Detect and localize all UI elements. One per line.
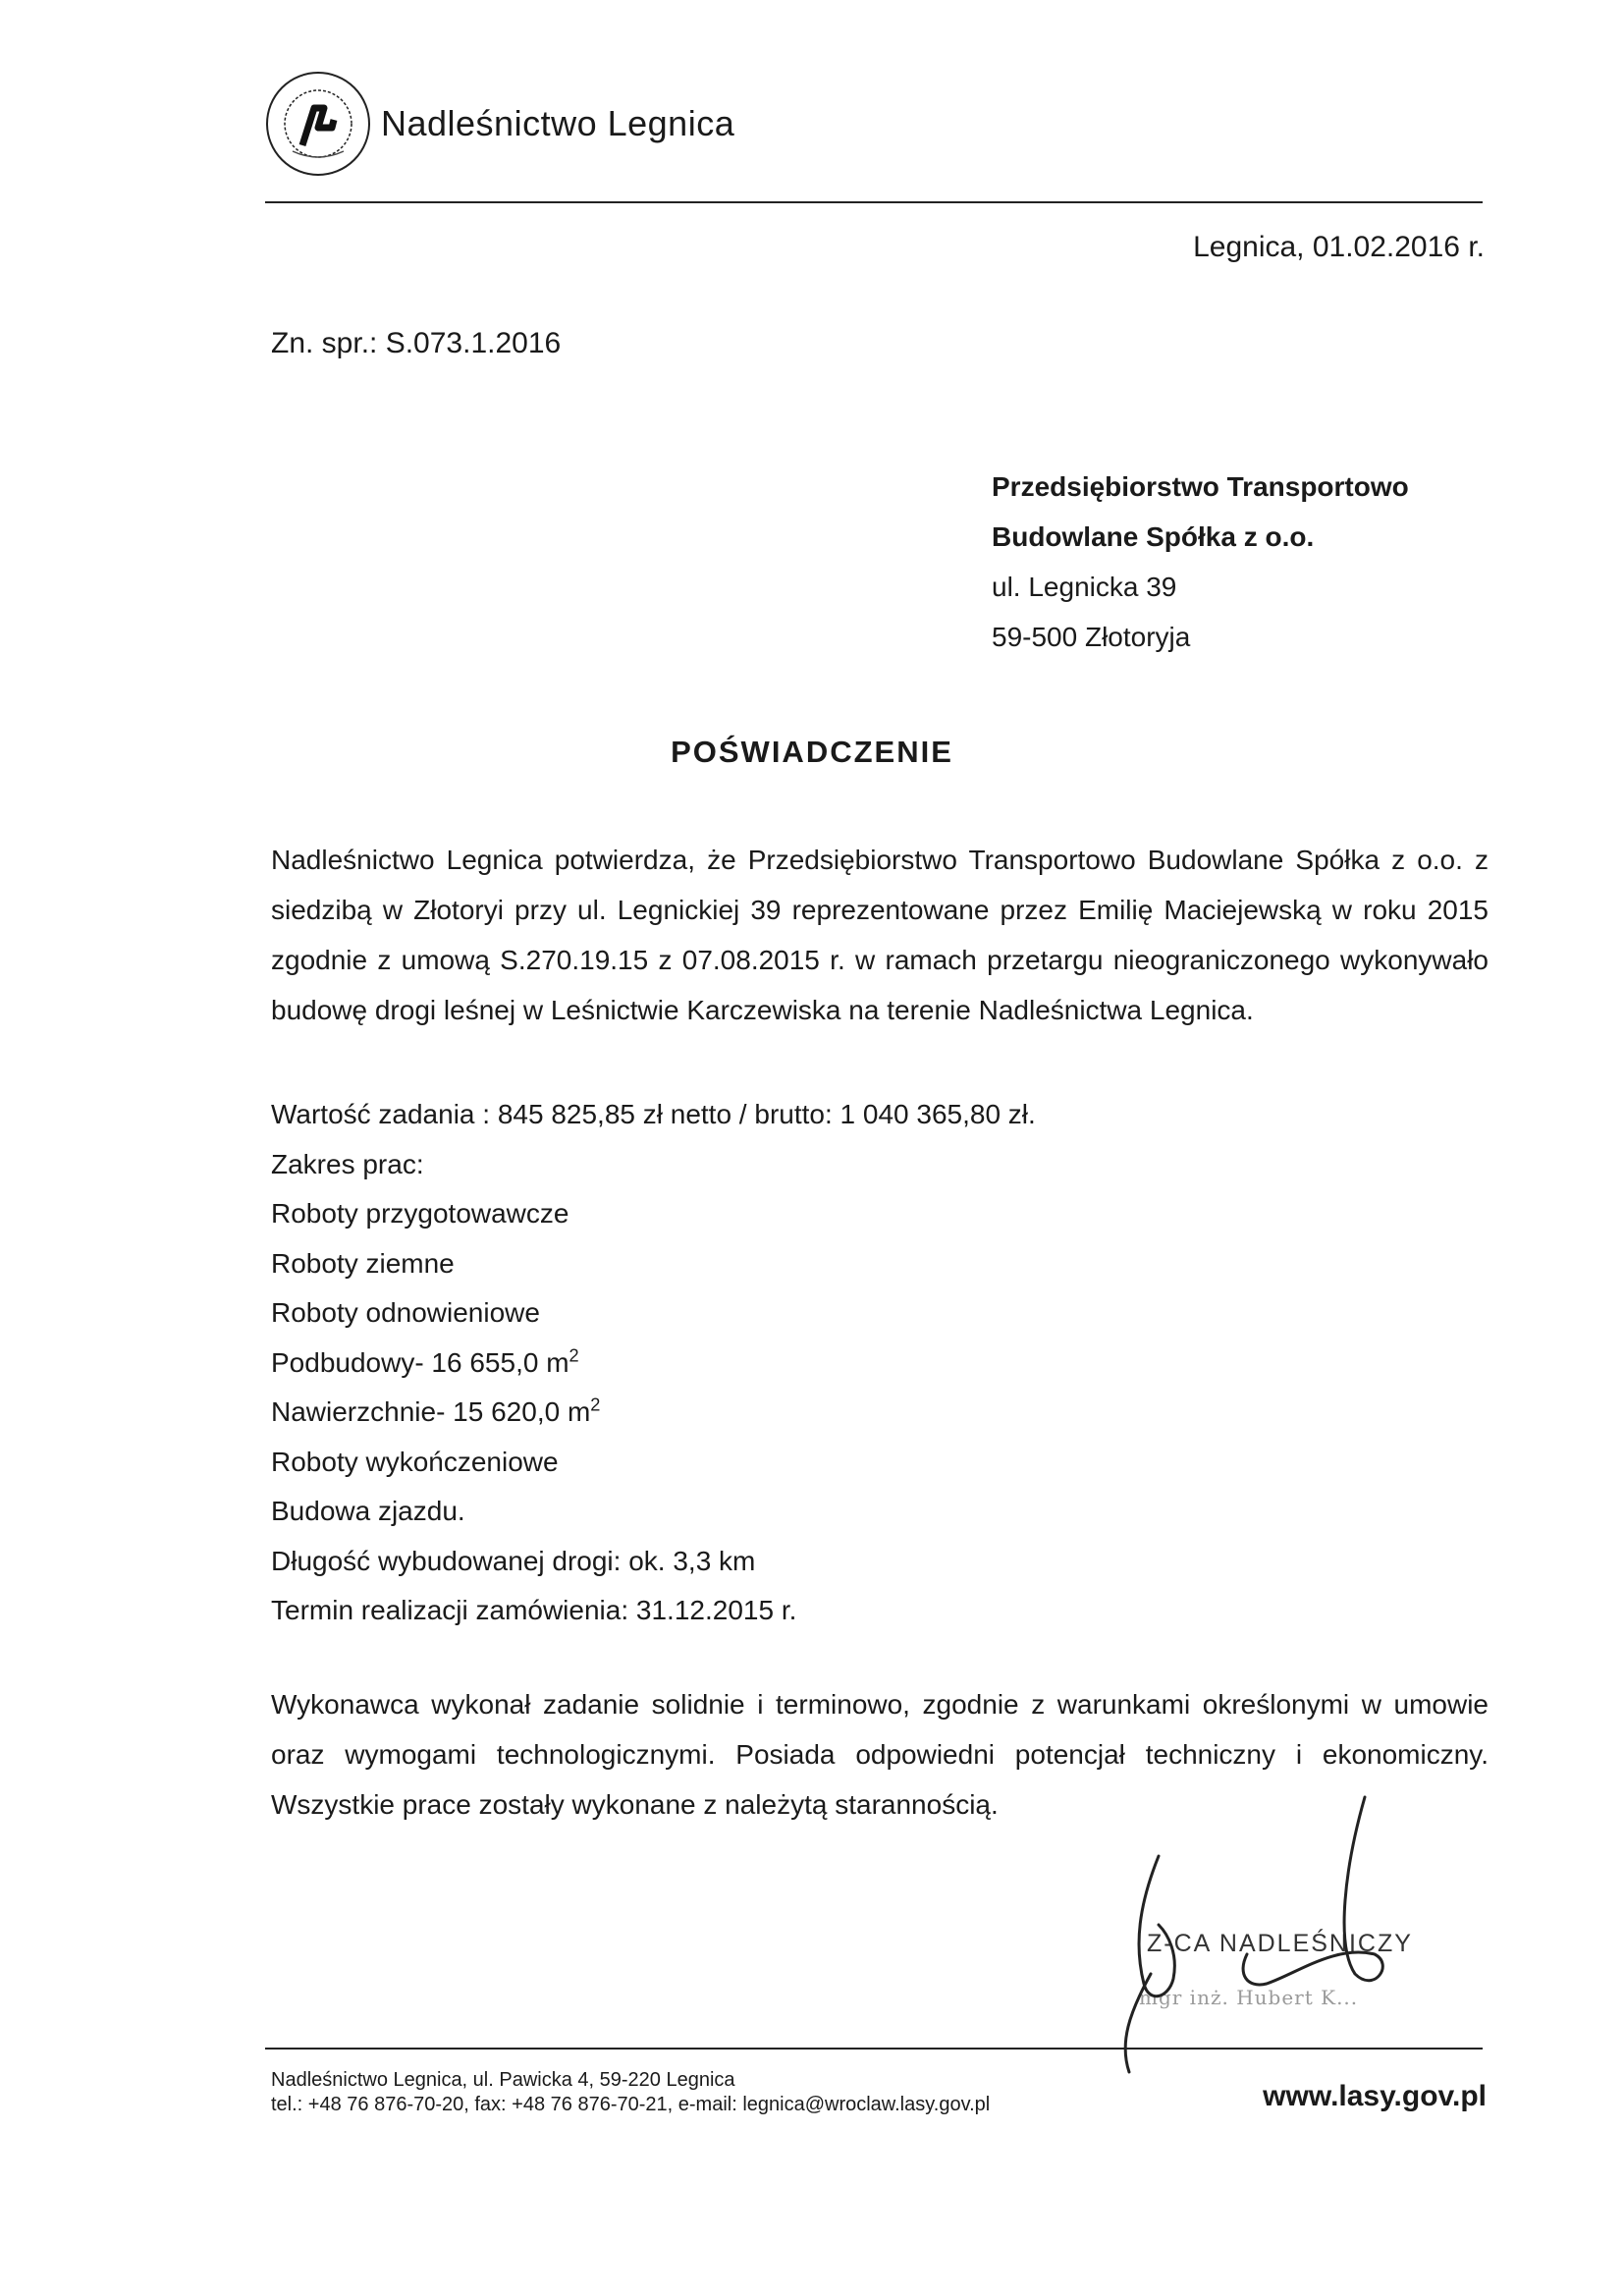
footer-contact — [271, 2068, 990, 2117]
assessment-paragraph: Wykonawca wykonał zadanie solidnie i terminowo, zgodnie z warunkami określonymi w umowie oraz wymogami technologicznymi. Posiada odpowiedni potencjał techniczny i ekonomiczny. Wszystkie prace zostały wykonane z należytą starannością. — [271, 1689, 1489, 1820]
header-divider — [265, 201, 1483, 203]
stamp-name: mgr inż. Hubert K... — [1139, 1986, 1359, 2009]
scope-item: Roboty przygotowawcze — [271, 1198, 569, 1229]
area-exponent: 2 — [568, 1345, 579, 1366]
document-date: Legnica, 01.02.2016 r. — [1193, 231, 1485, 263]
footer-divider — [265, 2048, 1483, 2050]
footer-address: Nadleśnictwo Legnica, ul. Pawicka 4, 59-220 Legnica — [271, 2069, 735, 2091]
organization-name: Nadleśnictwo Legnica — [381, 103, 735, 143]
lasy-panstwowe-logo — [263, 69, 373, 179]
recipient-name-line2: Budowlane Spółka z o.o. — [992, 521, 1315, 552]
scope-title: Zakres prac: — [271, 1148, 424, 1179]
contract-value: Wartość zadania : 845 825,85 zł netto / brutto: 1 040 365,80 zł. — [271, 1099, 1036, 1129]
certification-paragraph: Nadleśnictwo Legnica potwierdza, że Przedsiębiorstwo Transportowo Budowlane Spółka z o.o. z siedzibą w Złotoryi przy ul. Legnickiej 39 reprezentowane przez Emilię Maciejewską w roku 2015 zgodnie z umową S.270.19.15 z 07.08.2015 r. w ramach przetargu nieograniczonego wykonywało budowę drogi leśnej w Leśnictwie Karczewiska na terenie Nadleśnictwa Legnica. — [271, 845, 1489, 1025]
road-length: Długość wybudowanej drogi: ok. 3,3 km — [271, 1545, 756, 1576]
recipient-address — [992, 462, 1409, 662]
document-title: POŚWIADCZENIE — [671, 735, 953, 769]
deadline: Termin realizacji zamówienia: 31.12.2015 r. — [271, 1595, 797, 1625]
scope-item-nawierzchnie — [271, 1388, 1489, 1438]
scope-item: Roboty ziemne — [271, 1247, 455, 1279]
website-link[interactable]: www.lasy.gov.pl — [1263, 2080, 1487, 2112]
scope-item-podbudowy — [271, 1339, 1489, 1389]
handwritten-signature — [1100, 1787, 1424, 2092]
recipient-city: 59-500 Złotoryja — [992, 622, 1191, 652]
footer-phone-email: tel.: +48 76 876-70-20, fax: +48 76 876-70-21, e-mail: legnica@wroclaw.lasy.gov.pl — [271, 2094, 991, 2115]
recipient-name-line1: Przedsiębiorstwo Transportowo — [992, 471, 1409, 502]
scope-item: Budowa zjazdu. — [271, 1496, 465, 1526]
reference-number: Zn. spr.: S.073.1.2016 — [271, 327, 562, 359]
stamp-title: Z-CA NADLEŚNICZY — [1147, 1930, 1413, 1957]
scope-item: Roboty wykończeniowe — [271, 1446, 559, 1477]
podbudowy-label: Podbudowy- 16 655,0 m — [271, 1346, 569, 1378]
area-exponent: 2 — [590, 1394, 601, 1415]
recipient-street: ul. Legnicka 39 — [992, 572, 1177, 602]
scope-list — [271, 1090, 1489, 1636]
nawierzchnie-label: Nawierzchnie- 15 620,0 m — [271, 1396, 591, 1427]
scope-item: Roboty odnowieniowe — [271, 1297, 540, 1328]
